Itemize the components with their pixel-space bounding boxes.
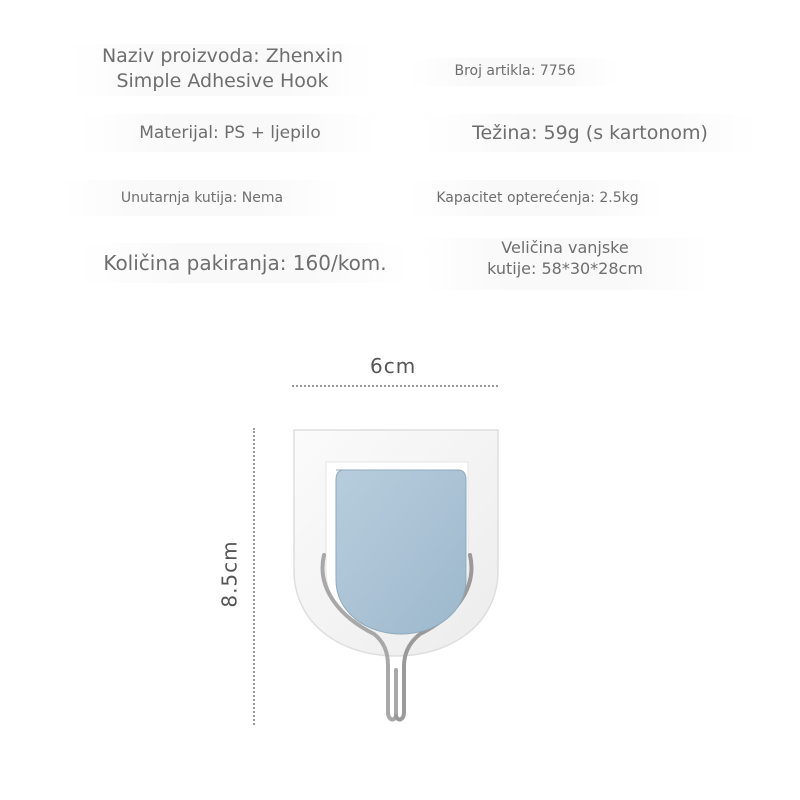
spec-weight: Težina: 59g (s kartonom) [420,114,760,152]
spec-package-quantity: Količina pakiranja: 160/kom. [80,243,410,283]
hook-blue-pad [336,470,466,634]
spec-product-name-line2: Simple Adhesive Hook [116,69,329,92]
height-dimension-line [253,428,255,725]
spec-load-capacity: Kapacitet opterećenja: 2.5kg [410,180,665,216]
adhesive-hook-image [280,420,520,740]
spec-outer-box-size [420,238,710,290]
width-dimension-line [292,385,498,387]
spec-product-name-line1: Naziv proizvoda: Zhenxin [101,45,344,67]
spec-outer-box-line1: Veličina vanjske [501,238,629,257]
spec-outer-box-line2: kutije: 58*30*28cm [487,258,643,278]
spec-article-number: Broj artikla: 7756 [410,58,620,86]
spec-material: Materijal: PS + ljepilo [80,114,380,152]
width-dimension-label: 6cm [370,354,417,378]
height-dimension-label: 8.5cm [217,540,242,608]
spec-inner-box: Unutarnja kutija: Nema [62,180,342,216]
spec-product-name [70,44,375,96]
